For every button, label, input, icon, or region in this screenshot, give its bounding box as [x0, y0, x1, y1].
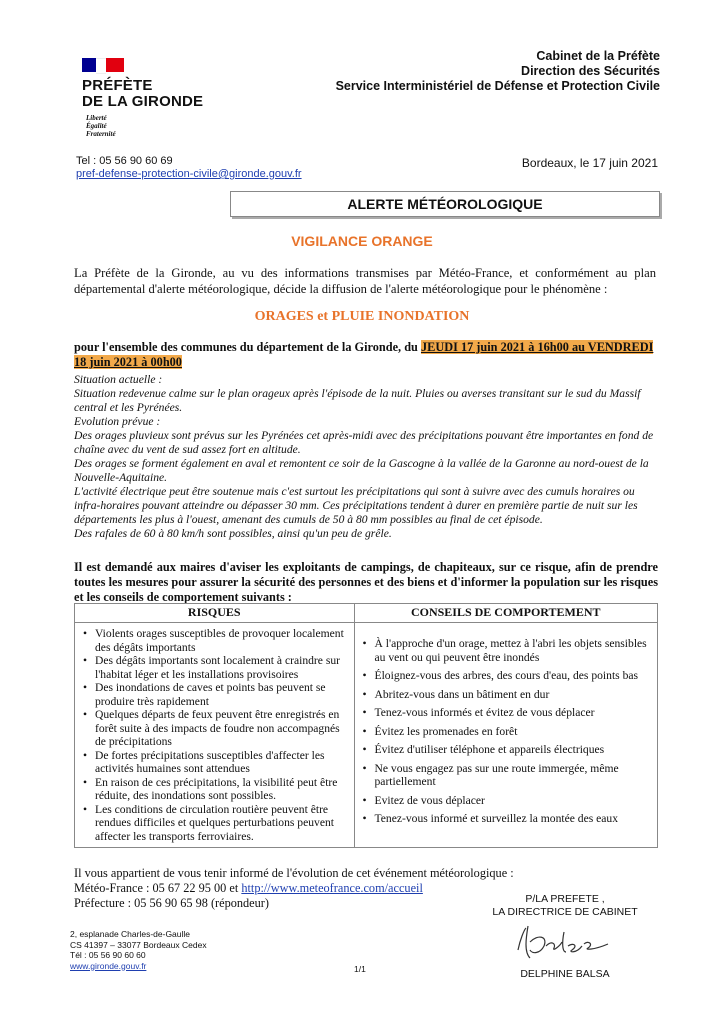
motto-liberte: Liberté [86, 114, 107, 122]
risk-item: • Des dégâts importants sont localement à craindre sur l'habitat léger et les installations provisoires [79, 654, 350, 681]
phenomenon-title: ORAGES et PLUIE INONDATION [254, 309, 470, 324]
handwritten-signature [490, 920, 640, 964]
advice-item: • À l'approche d'un orage, mettez à l'abri les objets sensibles au vent ou qui peuvent être inondés [359, 637, 654, 664]
signatory-name: DELPHINE BALSA [520, 968, 610, 980]
advice-item: • Évitez d'utiliser téléphone et appareils électriques [359, 743, 654, 757]
risks-advice-table [74, 603, 658, 848]
risk-item: • Violents orages susceptibles de provoquer localement des dégâts importants [79, 627, 350, 654]
document-date: Bordeaux, le 17 juin 2021 [521, 156, 658, 170]
footer-info-text: Il vous appartient de vous tenir informé de l'évolution de cet événement météorologique : [74, 866, 514, 880]
logo-prefete: PRÉFÈTE [82, 77, 153, 94]
address-line1: 2, esplanade Charles-de-Gaulle [70, 929, 191, 939]
evolution-paragraph: Des orages se forment également en aval et remontent ce soir de la Gascogne à la vallée de la Garonne au nord-ouest de la Nouvelle-Aquitaine. [74, 457, 649, 484]
evolution-paragraph: Des orages pluvieux sont prévus sur les Pyrénées cet après-midi avec des précipitations pouvant être importantes en fond de chaîne avec du vent de sud assez fort en altitude. [74, 429, 654, 456]
page-number: 1/1 [354, 964, 366, 974]
website-link[interactable]: www.gironde.gouv.fr [70, 960, 147, 971]
situation-text: Situation redevenue calme sur le plan orageux après l'épisode de la nuit. Pluies ou averses transitant sur le sud du Massif central et les Pyrénées. [74, 387, 641, 414]
motto-fraternite: Fraternité [86, 130, 116, 138]
header-cabinet: Cabinet de la Préfète [536, 49, 660, 63]
advice-item: • Éloignez-vous des arbres, des cours d'eau, des points bas [359, 669, 654, 683]
logo-gironde: DE LA GIRONDE [82, 93, 204, 110]
address-line2: CS 41397 – 33077 Bordeaux Cedex [70, 939, 207, 950]
risks-cell [75, 623, 355, 848]
scope-text: pour l'ensemble des communes du département de la Gironde, du [74, 340, 421, 354]
republic-flag-logo [82, 58, 124, 72]
address-phone: Tél : 05 56 90 60 60 [70, 950, 146, 960]
footer-info [74, 866, 514, 911]
contact-email-link[interactable]: pref-defense-protection-civile@gironde.gouv.fr [76, 168, 302, 180]
scope-paragraph [74, 340, 660, 370]
advice-header: CONSEILS DE COMPORTEMENT [354, 604, 658, 623]
meteo-line [74, 881, 514, 896]
intro-paragraph: La Préfète de la Gironde, au vu des informations transmises par Météo-France, et conformément au plan départemental d'alerte météorologique, décide la diffusion de l'alerte météorologique pour le phénomène : [74, 266, 656, 296]
situation-section [74, 373, 660, 541]
advice-item: • Tenez-vous informé et surveillez la montée des eaux [359, 812, 654, 826]
risk-item: • En raison de ces précipitations, la visibilité peut être réduite, des inondations sont possibles. [79, 776, 350, 803]
risks-header: RISQUES [75, 604, 355, 623]
situation-heading: Situation actuelle : [74, 373, 163, 386]
meteo-phone: Météo-France : 05 67 22 95 00 et [74, 881, 242, 895]
address-block [70, 929, 207, 971]
alert-title: ALERTE MÉTÉOROLOGIQUE [230, 191, 660, 217]
advice-item: • Évitez les promenades en forêt [359, 725, 654, 739]
advice-cell [354, 623, 658, 848]
header-service: Service Interministériel de Défense et Protection Civile [335, 79, 660, 93]
advice-item: • Ne vous engagez pas sur une route immergée, même partiellement [359, 762, 654, 789]
advice-item: • Tenez-vous informés et évitez de vous déplacer [359, 706, 654, 720]
risk-item: • Quelques départs de feux peuvent être enregistrés en forêt suite à des impacts de foudre non accompagnés de précipitations [79, 708, 350, 749]
advice-item: • Evitez de vous déplacer [359, 794, 654, 808]
risk-item: • De fortes précipitations susceptibles d'affecter les activités humaines sont attendues [79, 749, 350, 776]
motto-egalite: Égalité [86, 122, 107, 130]
meteofrance-link[interactable]: http://www.meteofrance.com/accueil [241, 881, 423, 895]
evolution-heading: Evolution prévue : [74, 415, 161, 428]
signature-line1: P/LA PREFETE , [525, 893, 605, 905]
contact-tel: Tel : 05 56 90 60 69 [76, 155, 173, 167]
evolution-paragraph: L'activité électrique peut être soutenue mais c'est surtout les précipitations qui sont à suivre avec des cumuls horaires ou infra-horaires pouvant atteindre ou dépasser 30 mm. Ces précipitations tendent à durer en première partie de nuit sur les départements les plus à l'ouest, amenant des cumuls de 50 à 80 mm possibles au final de cet épisode. [74, 485, 638, 526]
signature-line2: LA DIRECTRICE DE CABINET [492, 906, 638, 918]
risk-item: • Les conditions de circulation routière peuvent être rendues difficiles et quelques perturbations peuvent affecter les transports ferroviaires. [79, 803, 350, 844]
risk-item: • Des inondations de caves et points bas peuvent se produire très rapidement [79, 681, 350, 708]
header-direction: Direction des Sécurités [521, 64, 660, 78]
alert-period: JEUDI 17 juin 2021 à 16h00 au VENDREDI 18 juin 2021 à 00h00 [74, 340, 654, 369]
vigilance-level: VIGILANCE ORANGE [291, 233, 433, 249]
prefecture-phone: Préfecture : 05 56 90 65 98 (répondeur) [74, 896, 269, 910]
signature-scribble-text: Balsa [490, 920, 493, 921]
advice-item: • Abritez-vous dans un bâtiment en dur [359, 688, 654, 702]
evolution-paragraph: Des rafales de 60 à 80 km/h sont possibles, ainsi qu'un peu de grêle. [74, 527, 392, 540]
mayor-request: Il est demandé aux maires d'aviser les exploitants de campings, de chapiteaux, sur ce risque, afin de prendre toutes les mesures pour assurer la sécurité des personnes et des biens et d'informer la population sur les risques et les conseils de comportement suivants : [74, 560, 658, 604]
